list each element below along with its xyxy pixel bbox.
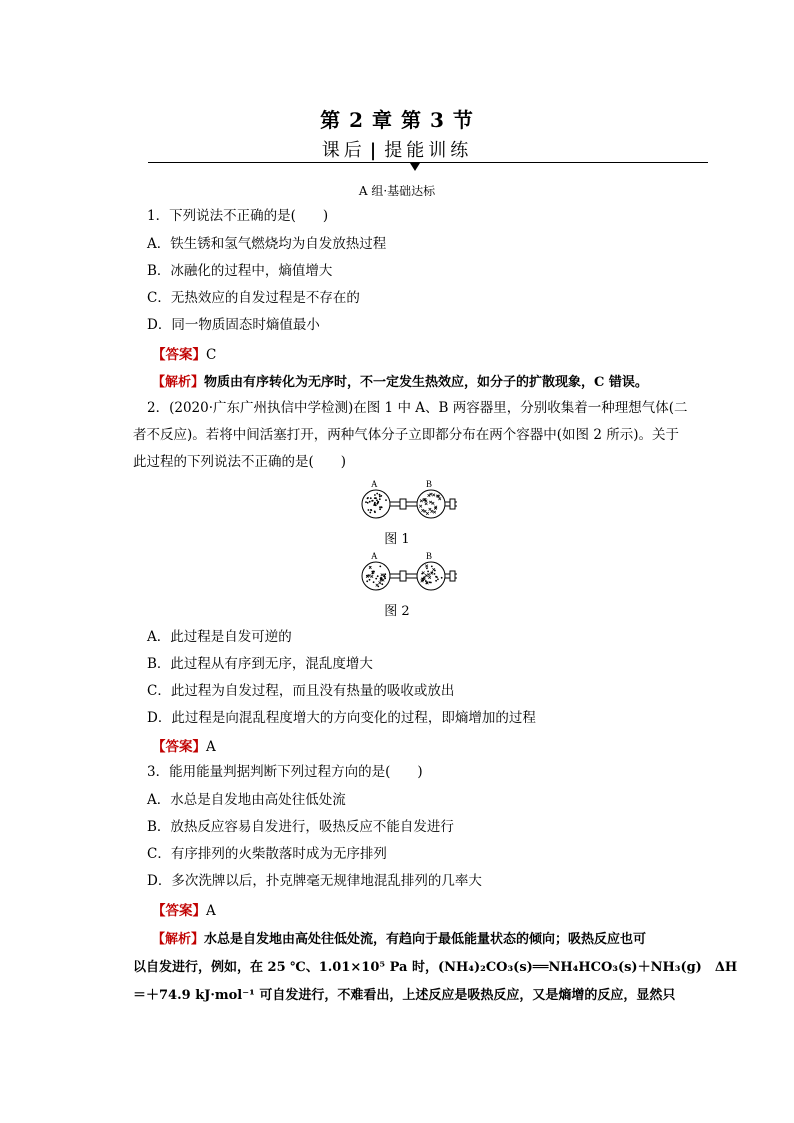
q3-analysis-line-2 bbox=[133, 956, 737, 975]
q1-answer bbox=[152, 343, 216, 363]
fig2-stopcock bbox=[400, 571, 406, 581]
q3-option-d: D．多次洗牌以后，扑克牌毫无规律地混乱排列的几率大 bbox=[147, 873, 482, 889]
header-rule bbox=[148, 162, 708, 163]
q2-option-b: B．此过程从有序到无序，混乱度增大 bbox=[147, 656, 373, 672]
q1-analysis bbox=[152, 371, 648, 390]
q1-option-c: C．无热效应的自发过程是不存在的 bbox=[147, 290, 360, 306]
q3-option-a: A．水总是自发地由高处往低处流 bbox=[147, 792, 346, 808]
q2-stem-line-3: 此过程的下列说法不正确的是( ) bbox=[133, 454, 347, 470]
section-subtitle bbox=[0, 136, 794, 162]
subtitle-right: 提能训练 bbox=[384, 140, 473, 161]
figure-1-caption: 图 1 bbox=[384, 532, 410, 547]
q1-analysis-text: 物质由有序转化为无序时，不一定发生热效应，如分子的扩散现象，C 错误。 bbox=[204, 375, 648, 390]
q2-stem-line-2: 者不反应)。若将中间活塞打开，两种气体分子立即都分布在两个容器中(如图 2 所示)。关于 bbox=[133, 427, 679, 443]
q3-option-c: C．有序排列的火柴散落时成为无序排列 bbox=[147, 846, 387, 862]
fig1-stopcock bbox=[400, 499, 406, 509]
q2-option-d: D．此过程是向混乱程度增大的方向变化的过程，即熵增加的过程 bbox=[147, 710, 536, 726]
fig2-label-a: A bbox=[371, 551, 378, 561]
fig1-gas-b-crosses bbox=[419, 493, 441, 515]
figure-2 bbox=[358, 550, 462, 594]
subtitle-bar: | bbox=[369, 140, 381, 161]
q3-stem: 3．能用能量判据判断下列过程方向的是( ) bbox=[147, 764, 423, 780]
q3-answer-tag: 【答案】 bbox=[152, 903, 206, 919]
q1-option-a: A．铁生锈和氢气燃烧均为自发放热过程 bbox=[147, 236, 387, 252]
q2-answer-tag: 【答案】 bbox=[152, 739, 206, 755]
fig1-label-b: B bbox=[426, 479, 433, 489]
q1-analysis-tag: 【解析】 bbox=[152, 375, 205, 390]
q3-answer-value: A bbox=[206, 903, 216, 919]
q2-stem-line-1: 2．(2020·广东广州执信中学检测)在图 1 中 A、B 两容器里，分别收集着一种理想气体(二 bbox=[147, 400, 688, 416]
q2-answer-value: A bbox=[206, 739, 216, 755]
group-heading: A 组·基础达标 bbox=[358, 184, 436, 198]
figure-2-caption: 图 2 bbox=[384, 604, 410, 619]
q3-analysis-tag: 【解析】 bbox=[152, 932, 205, 947]
q1-option-b: B．冰融化的过程中，熵值增大 bbox=[147, 263, 333, 279]
q2-answer bbox=[152, 735, 216, 755]
q1-option-d: D．同一物质固态时熵值最小 bbox=[147, 317, 320, 333]
q3-answer bbox=[152, 899, 216, 919]
q2-option-c: C．此过程为自发过程，而且没有热量的吸收或放出 bbox=[147, 683, 455, 699]
q1-answer-tag: 【答案】 bbox=[152, 347, 206, 363]
fig1-container-a bbox=[362, 490, 390, 518]
q1-answer-value: C bbox=[206, 347, 217, 363]
fig2-label-b: B bbox=[426, 551, 433, 561]
q3-analysis-text-2: 以自发进行，例如，在 25 ℃、1.01×10⁵ Pa 时，(NH₄)₂CO₃(s)══NH₄HCO₃(s)＋NH₃(g) ΔH bbox=[133, 960, 738, 975]
fig1-label-a: A bbox=[371, 479, 378, 489]
fig1-gas-a-dots bbox=[365, 493, 387, 514]
figure-1 bbox=[358, 478, 462, 522]
chapter-title: 第 2 章 第 3 节 bbox=[320, 108, 474, 132]
q3-analysis-text-1: 水总是自发地由高处往低处流，有趋向于最低能量状态的倾向；吸热反应也可 bbox=[204, 932, 647, 947]
q2-option-a: A．此过程是自发可逆的 bbox=[147, 629, 292, 645]
q3-analysis-line-3 bbox=[133, 984, 675, 1003]
q3-analysis-line-1 bbox=[152, 928, 646, 947]
q3-analysis-text-3: ＝＋74.9 kJ·mol⁻¹ 可自发进行，不难看出，上述反应是吸热反应，又是熵增的反应，显然只 bbox=[133, 988, 676, 1003]
header-triangle-marker bbox=[410, 163, 420, 171]
q1-stem: 1．下列说法不正确的是( ) bbox=[147, 208, 329, 224]
subtitle-left: 课后 bbox=[321, 140, 366, 161]
q3-option-b: B．放热反应容易自发进行，吸热反应不能自发进行 bbox=[147, 819, 454, 835]
